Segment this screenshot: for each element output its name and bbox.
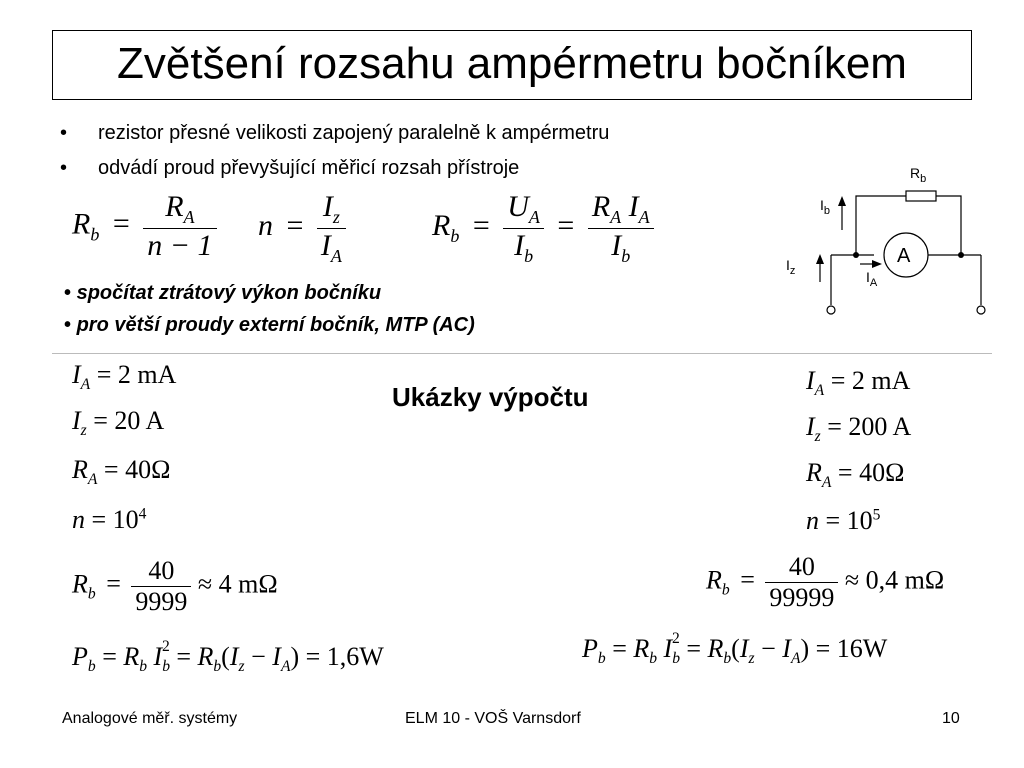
terminal-left-icon <box>827 306 835 314</box>
formula-rb-voltage: $R_b$ = $\frac{U_A}{I_b}$ = $\frac{R_A I_A}{I_b}$ <box>432 190 654 266</box>
bullet-marker: • <box>64 314 72 336</box>
right-ra: $R_A = 40\Omega$ <box>806 458 905 492</box>
footer-school: ELM 10 - VOŠ Varnsdorf <box>405 710 581 727</box>
right-ia: $I_A = 2$ mA <box>806 366 911 400</box>
formula-rb-shunt: $R_b$ = $\frac{R_A}{n - 1}$ <box>72 190 217 263</box>
svg-text:Iz: $I_z$ <box>786 257 796 277</box>
svg-text:A: A <box>897 245 911 267</box>
divider <box>52 353 992 354</box>
shunt-circuit-diagram <box>776 158 996 323</box>
svg-text:IA: $I_A$ <box>866 269 878 289</box>
svg-text:Rb: $R_b$ <box>910 165 927 185</box>
examples-heading: Ukázky výpočtu <box>392 382 589 412</box>
right-pb: $P_b = R_b$ $I_b^2 = R_b(I_z - I_A) = 16W$ <box>582 630 888 668</box>
title-box <box>52 30 972 100</box>
right-n: $n = 10^5$ <box>806 506 881 535</box>
arrow-up-icon <box>816 254 824 264</box>
bullet-marker: • <box>60 157 68 179</box>
footer-course: Analogové měř. systémy <box>62 710 238 727</box>
formula-n-ratio: n = $\frac{I_z}{I_A}$ <box>258 190 346 266</box>
right-iz: $I_z = 200$ A <box>806 412 912 446</box>
left-rb: $R_b$ = $\frac{40}{9999}$ ≈ 4 mΩ <box>72 556 278 616</box>
left-n: $n = 10^4$ <box>72 505 147 534</box>
shunt-resistor-icon <box>906 191 936 201</box>
terminal-right-icon <box>977 306 985 314</box>
slide-title: Zvětšení rozsahu ampérmetru bočníkem <box>117 39 907 88</box>
svg-text:Ib: $I_b$ <box>820 197 831 217</box>
bullet-marker: • <box>64 282 72 304</box>
left-ia: $I_A = 2$ mA <box>72 360 177 394</box>
left-ra: $R_A = 40\Omega$ <box>72 455 171 489</box>
left-pb: $P_b = R_b$ $I_b^2 = R_b(I_z - I_A) = 1,6W$ <box>72 638 384 676</box>
bullet-marker: • <box>60 122 68 144</box>
note-2: • pro větší proudy externí bočník, MTP (AC) <box>64 314 475 336</box>
arrow-right-icon <box>872 260 882 268</box>
page-number: 10 <box>942 710 960 727</box>
bullet-1: rezistor přesné velikosti zapojený paralelně k ampérmetru <box>98 122 610 144</box>
arrow-up-icon <box>838 196 846 206</box>
note-1: • spočítat ztrátový výkon bočníku <box>64 282 382 304</box>
bullet-2: odvádí proud převyšující měřicí rozsah přístroje <box>98 157 520 179</box>
left-iz: $I_z = 20$ A <box>72 406 165 440</box>
right-rb: $R_b$ = $\frac{40}{99999}$ ≈ 0,4 mΩ <box>706 552 945 612</box>
